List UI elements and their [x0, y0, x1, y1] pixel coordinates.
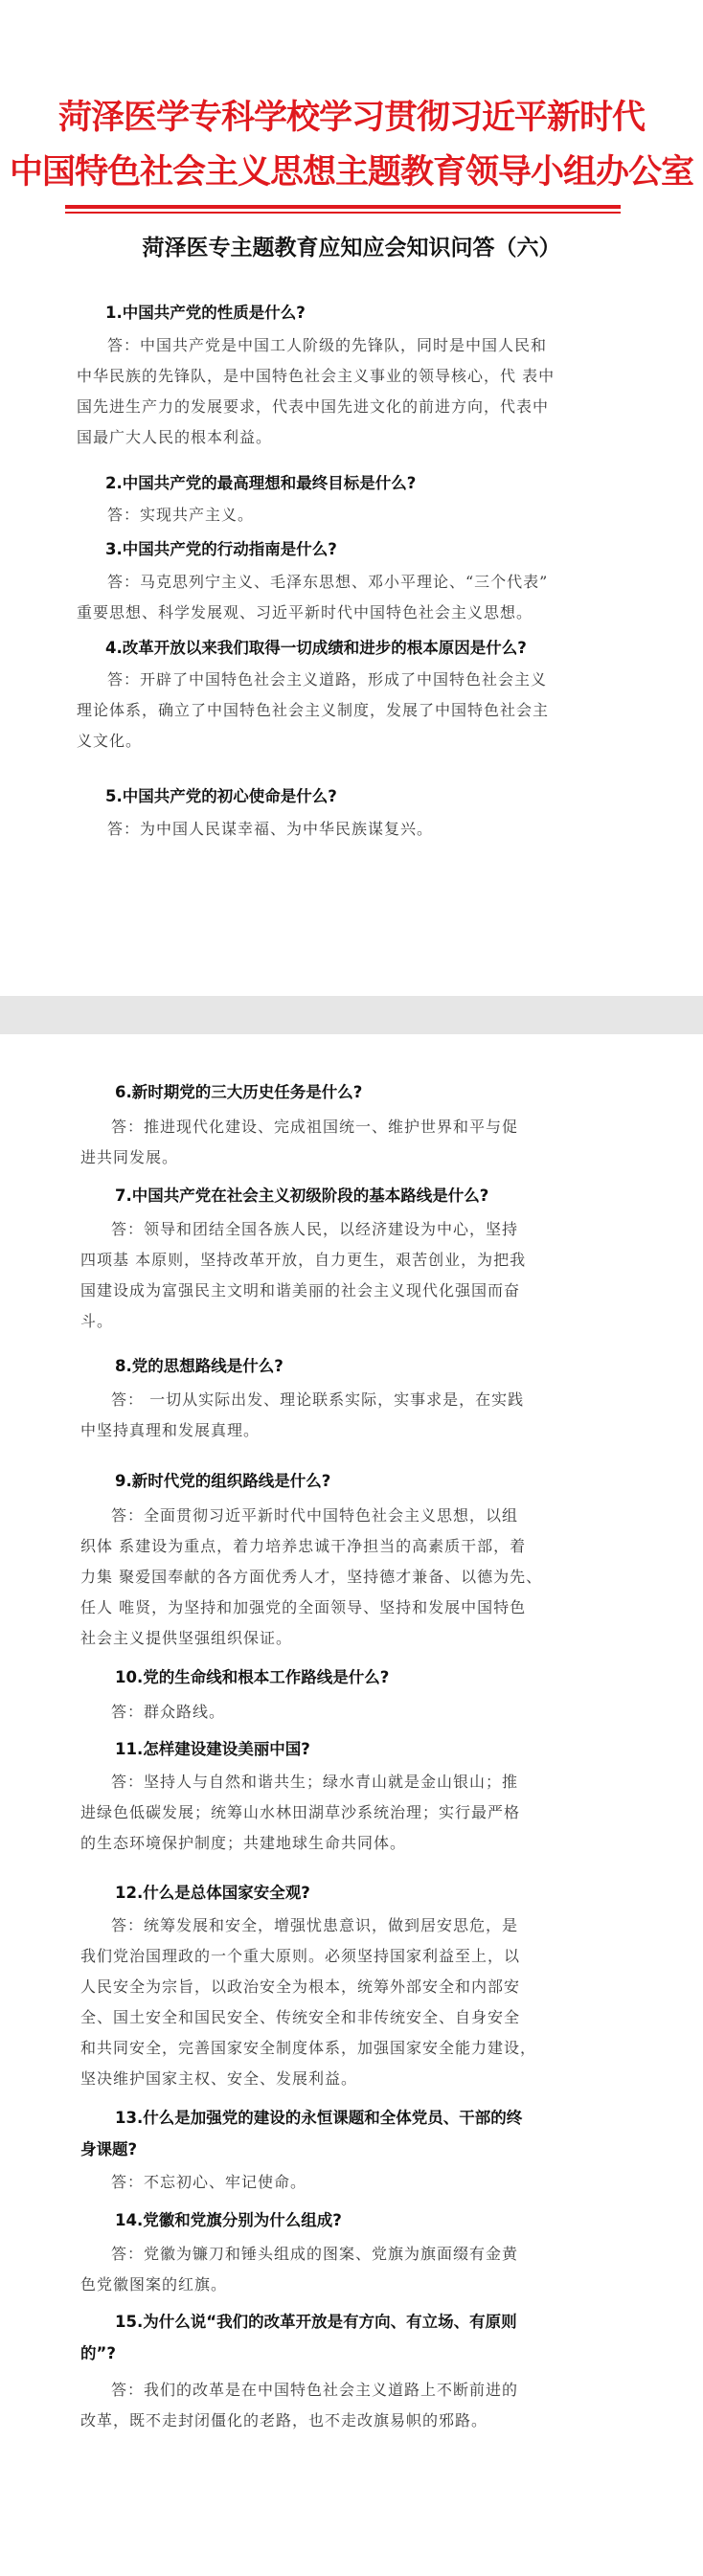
answer-5: 答：为中国人民谋幸福、为中华民族谋复兴。 [107, 820, 434, 838]
red-divider-thin [65, 212, 621, 214]
question-4: 4.改革开放以来我们取得一切成绩和进步的根本原因是什么? [105, 639, 527, 657]
answer-2: 答：实现共产主义。 [107, 506, 255, 524]
question-8: 8.党的思想路线是什么? [115, 1357, 283, 1375]
page-2 [0, 1034, 703, 2576]
answer-4: 答：开辟了中国特色社会主义道路，形成了中国特色社会主义 理论体系，确立了中国特色社会主义制度，发展了中国特色社会主 义文化。 [77, 670, 550, 750]
red-divider-thick [65, 205, 621, 209]
answer-11: 答：坚持人与自然和谐共生；绿水青山就是金山银山；推 进绿色低碳发展；统筹山水林田湖草沙系统治理；实行最严格 的生态环境保护制度；共建地球生命共同体。 [80, 1773, 521, 1852]
answer-13: 答：不忘初心、牢记使命。 [111, 2173, 307, 2191]
question-1: 1.中国共产党的性质是什么? [105, 304, 306, 322]
question-3: 3.中国共产党的行动指南是什么? [105, 540, 337, 558]
question-2: 2.中国共产党的最高理想和最终目标是什么? [105, 474, 417, 492]
org-title-line-1: 菏泽医学专科学校学习贯彻习近平新时代 [57, 99, 645, 137]
answer-8: 答： 一切从实际出发、理论联系实际，实事求是，在实践 中坚持真理和发展真理。 [80, 1390, 525, 1439]
page-separator [0, 996, 703, 1034]
question-14: 14.党徽和党旗分别为什么组成? [115, 2211, 342, 2229]
answer-1: 答：中国共产党是中国工人阶级的先锋队，同时是中国人民和 中华民族的先锋队，是中国特色社会主义事业的领导核心，代 表中 国先进生产力的发展要求，代表中国先进文化的前进方向，代表中 国最广大人民的根本利益。 [77, 336, 556, 446]
org-title-line-2: 中国特色社会主义思想主题教育领导小组办公室 [9, 153, 693, 192]
answer-14: 答：党徽为镰刀和锤头组成的图案、党旗为旗面缀有金黄 色党徽图案的红旗。 [80, 2245, 519, 2294]
answer-12: 答：统筹发展和安全，增强忧患意识，做到居安思危，是 我们党治国理政的一个重大原则。必须坚持国家利益至上，以 人民安全为宗旨，以政治安全为根本，统筹外部安全和内部安 全、国土安全和国民安全、传统安全和非传统安全、自身安全 和共同安全，完善国家安全制度体系，加强国家安全能力建设， 坚决维护国家主权、安全、发展利益。 [80, 1916, 537, 2088]
page-1 [0, 0, 703, 996]
question-5: 5.中国共产党的初心使命是什么? [105, 787, 337, 805]
question-11: 11.怎样建设建设美丽中国? [115, 1740, 310, 1758]
answer-15: 答：我们的改革是在中国特色社会主义道路上不断前进的 改革，既不走封闭僵化的老路，也不走改旗易帜的邪路。 [80, 2381, 519, 2429]
question-15: 15.为什么说“我们的改革开放是有方向、有立场、有原则 的”? [80, 2313, 517, 2362]
question-13: 13.什么是加强党的建设的永恒课题和全体党员、干部的终 身课题? [80, 2109, 523, 2158]
answer-3: 答：马克思列宁主义、毛泽东思想、邓小平理论、“三个代表” 重要思想、科学发展观、习近平新时代中国特色社会主义思想。 [77, 573, 549, 621]
answer-6: 答：推进现代化建设、完成祖国统一、维护世界和平与促 进共同发展。 [80, 1118, 519, 1166]
document-title: 菏泽医专主题教育应知应会知识问答（六） [142, 235, 561, 260]
answer-7: 答：领导和团结全国各族人民，以经济建设为中心，坚持 四项基 本原则，坚持改革开放，自力更生，艰苦创业，为把我 国建设成为富强民主文明和谐美丽的社会主义现代化强国而奋 斗。 [80, 1220, 527, 1330]
question-6: 6.新时期党的三大历史任务是什么? [115, 1083, 363, 1101]
answer-9: 答：全面贯彻习近平新时代中国特色社会主义思想，以组 织体 系建设为重点，着力培养忠诚干净担当的高素质干部，着 力集 聚爱国奉献的各方面优秀人才，坚持德才兼备、以德为先、 任人 唯贤，为坚持和加强党的全面领导、坚持和发展中国特色 社会主义提供坚强组织保证。 [80, 1506, 543, 1647]
question-7: 7.中国共产党在社会主义初级阶段的基本路线是什么? [115, 1186, 489, 1205]
question-10: 10.党的生命线和根本工作路线是什么? [115, 1668, 390, 1686]
question-9: 9.新时代党的组织路线是什么? [115, 1472, 331, 1490]
question-12: 12.什么是总体国家安全观? [115, 1884, 310, 1902]
answer-10: 答：群众路线。 [111, 1703, 226, 1721]
